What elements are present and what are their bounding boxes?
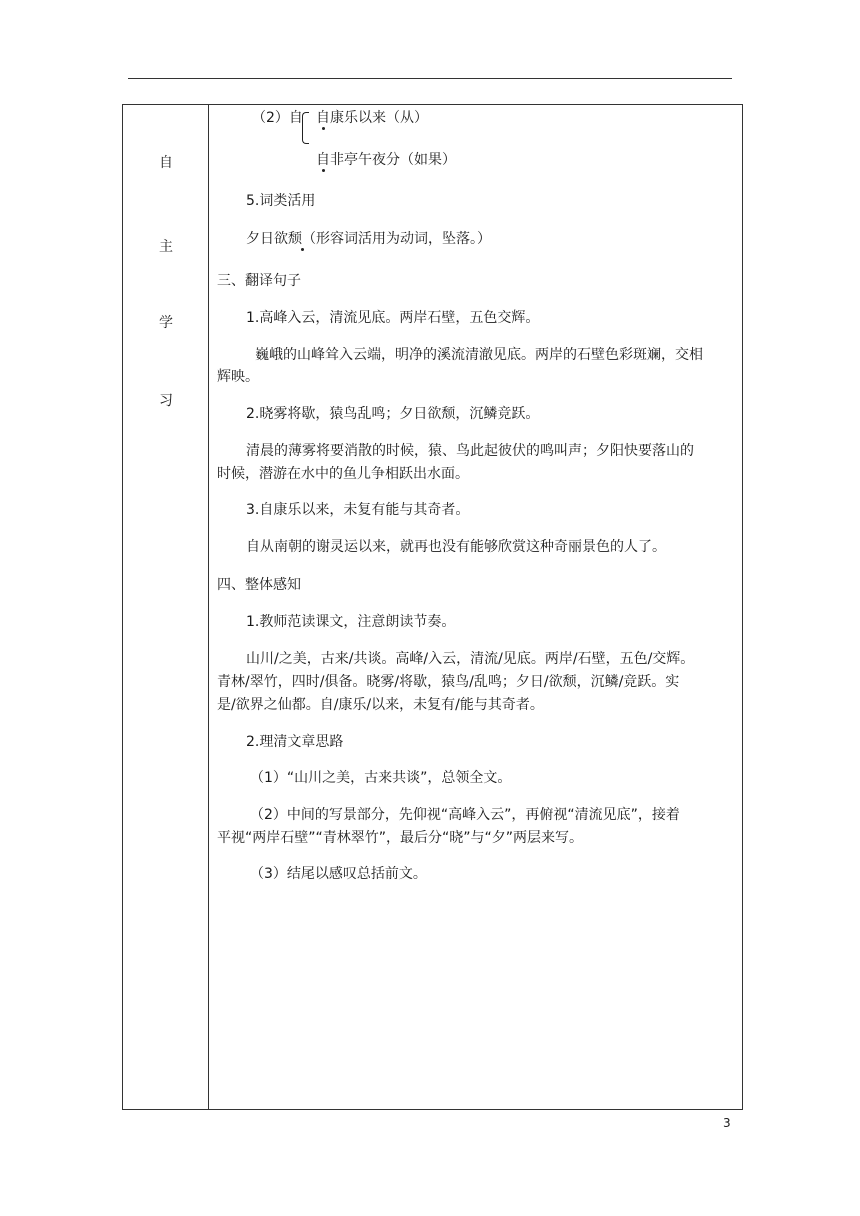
side-label-char: 学: [159, 315, 173, 331]
sentence-line: 2.晓雾将歇，猿鸟乱鸣；夕日欲颓，沉鳞竞跃。: [246, 406, 540, 422]
example-line: 夕日欲颓（形容词活用为动词，坠落。）: [246, 231, 491, 247]
sentence-line: 3.自康乐以来，未复有能与其奇者。: [246, 502, 470, 518]
rhythm-line: 青林/翠竹，四时/俱备。晓雾/将歇，猿鸟/乱鸣；夕日/欲颓，沉鳞/竞跃。实: [217, 674, 680, 690]
emphasis-dot: [322, 127, 325, 130]
translation-line: 辉映。: [217, 369, 259, 385]
table-frame: [122, 104, 743, 1110]
rhythm-line: 是/欲界之仙都。自/康乐/以来，未复有/能与其奇者。: [217, 697, 544, 713]
emphasis-dot: [301, 248, 304, 251]
rhythm-line: 山川/之美，古来/共谈。高峰/入云，清流/见底。两岸/石壁，五色/交辉。: [246, 651, 695, 667]
example-line: 自康乐以来（从）: [316, 110, 428, 126]
translation-line: 时候，潜游在水中的鱼儿争相跃出水面。: [217, 466, 469, 482]
side-label-char: 自: [159, 155, 173, 171]
header-rule: [128, 78, 732, 79]
section-heading: 四、整体感知: [217, 577, 301, 593]
emphasis-dot: [322, 169, 325, 172]
page-number: 3: [723, 1116, 731, 1130]
step-line: 2.理清文章思路: [246, 734, 344, 750]
sentence-line: 1.高峰入云，清流见底。两岸石壁，五色交辉。: [246, 310, 540, 326]
outline-line: （3）结尾以感叹总括前文。: [250, 866, 427, 882]
outline-line: 平视“两岸石壁”“青林翠竹”，最后分“晓”与“夕”两层来写。: [217, 830, 584, 846]
column-divider: [208, 104, 209, 1110]
translation-line: 清晨的薄雾将要消散的时候，猿、鸟此起彼伏的鸣叫声；夕阳快要落山的: [246, 443, 694, 459]
side-label-char: 习: [159, 393, 173, 409]
translation-line: 巍峨的山峰耸入云端，明净的溪流清澈见底。两岸的石壁色彩斑斓，交相: [255, 347, 703, 363]
example-line: 自非亭午夜分（如果）: [316, 152, 456, 168]
translation-line: 自从南朝的谢灵运以来，就再也没有能够欣赏这种奇丽景色的人了。: [246, 539, 666, 555]
subheading: 5.词类活用: [246, 193, 316, 209]
side-label-char: 主: [159, 239, 173, 255]
brace-bracket: [302, 112, 309, 144]
outline-line: （2）中间的写景部分，先仰视“高峰入云”，再俯视“清流见底”，接着: [250, 807, 680, 823]
outline-line: （1）“山川之美，古来共谈”，总领全文。: [250, 770, 512, 786]
item-2-label: （2）自: [252, 110, 303, 126]
step-line: 1.教师范读课文，注意朗读节奏。: [246, 614, 456, 630]
section-heading: 三、翻译句子: [217, 273, 301, 289]
